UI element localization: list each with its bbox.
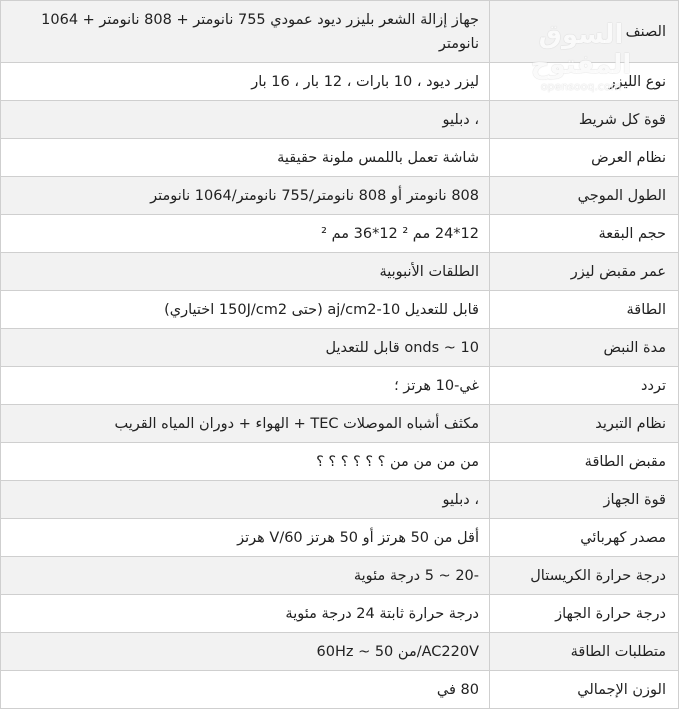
spec-value: 80 في xyxy=(1,671,490,709)
spec-row-power-requirements xyxy=(1,633,679,671)
spec-label: عمر مقبض ليزر xyxy=(490,253,679,291)
watermark-latin-text: opensooq.com xyxy=(540,80,622,93)
spec-value: ، دبليو xyxy=(1,101,490,139)
spec-label: الصنف xyxy=(490,1,679,63)
spec-label: نظام العرض xyxy=(490,139,679,177)
spec-label: قوة الجهاز xyxy=(490,481,679,519)
spec-label: نوع الليزر xyxy=(490,63,679,101)
spec-label: الوزن الإجمالي xyxy=(490,671,679,709)
spec-row-cooling-system xyxy=(1,405,679,443)
spec-value: ليزر ديود ، 10 بارات ، 12 بار ، 16 بار xyxy=(1,63,490,101)
spec-label: مدة النبض xyxy=(490,329,679,367)
spec-row-display-system xyxy=(1,139,679,177)
spec-label: متطلبات الطاقة xyxy=(490,633,679,671)
spec-label: مقبض الطاقة xyxy=(490,443,679,481)
spec-row-wavelength xyxy=(1,177,679,215)
spec-value: 10 ~ onds قابل للتعديل xyxy=(1,329,490,367)
spec-value: -20 ~ 5 درجة مئوية xyxy=(1,557,490,595)
spec-row-device-power xyxy=(1,481,679,519)
spec-value: 12*24 مم ² 12*36 مم ² xyxy=(1,215,490,253)
spec-label: نظام التبريد xyxy=(490,405,679,443)
spec-label: درجة حرارة الكريستال xyxy=(490,557,679,595)
spec-value: درجة حرارة ثابتة 24 درجة مئوية xyxy=(1,595,490,633)
spec-value: الطلقات الأنبوبية xyxy=(1,253,490,291)
spec-row-category xyxy=(1,1,679,63)
spec-value: ، دبليو xyxy=(1,481,490,519)
spec-row-crystal-temperature xyxy=(1,557,679,595)
spec-row-device-temperature xyxy=(1,595,679,633)
spec-row-power-source xyxy=(1,519,679,557)
spec-row-power-handle xyxy=(1,443,679,481)
spec-label: حجم البقعة xyxy=(490,215,679,253)
spec-row-laser-type xyxy=(1,63,679,101)
spec-label: تردد xyxy=(490,367,679,405)
spec-row-pulse-duration xyxy=(1,329,679,367)
spec-label: الطاقة xyxy=(490,291,679,329)
spec-value: 808 نانومتر أو 808 نانومتر/755 نانومتر/1064 نانومتر xyxy=(1,177,490,215)
spec-value: قابل للتعديل aj/cm2-10 (حتى 150J/cm2 اختياري) xyxy=(1,291,490,329)
spec-label: مصدر كهربائي xyxy=(490,519,679,557)
spec-row-spot-size xyxy=(1,215,679,253)
spec-label: الطول الموجي xyxy=(490,177,679,215)
spec-value: من من من من ؟ ؟ ؟ ؟ ؟ ؟ xyxy=(1,443,490,481)
spec-row-bar-power xyxy=(1,101,679,139)
spec-row-total-weight xyxy=(1,671,679,709)
spec-row-frequency xyxy=(1,367,679,405)
spec-value: غي-10 هرتز ؛ xyxy=(1,367,490,405)
spec-value: 60Hz ~ 50 من/AC220V xyxy=(1,633,490,671)
spec-label: قوة كل شريط xyxy=(490,101,679,139)
spec-value: أقل من 50 هرتز أو 50 هرتز V/60 هرتز xyxy=(1,519,490,557)
watermark-arabic-text: السوق المفتوح xyxy=(530,20,632,80)
spec-value: شاشة تعمل باللمس ملونة حقيقية xyxy=(1,139,490,177)
spec-label: درجة حرارة الجهاز xyxy=(490,595,679,633)
spec-value: جهاز إزالة الشعر بليزر ديود عمودي 755 نانومتر + 808 نانومتر + 1064 نانومتر xyxy=(1,1,490,63)
spec-value: مكثف أشباه الموصلات TEC + الهواء + دوران المياه القريب xyxy=(1,405,490,443)
spec-row-energy xyxy=(1,291,679,329)
spec-row-handle-life xyxy=(1,253,679,291)
